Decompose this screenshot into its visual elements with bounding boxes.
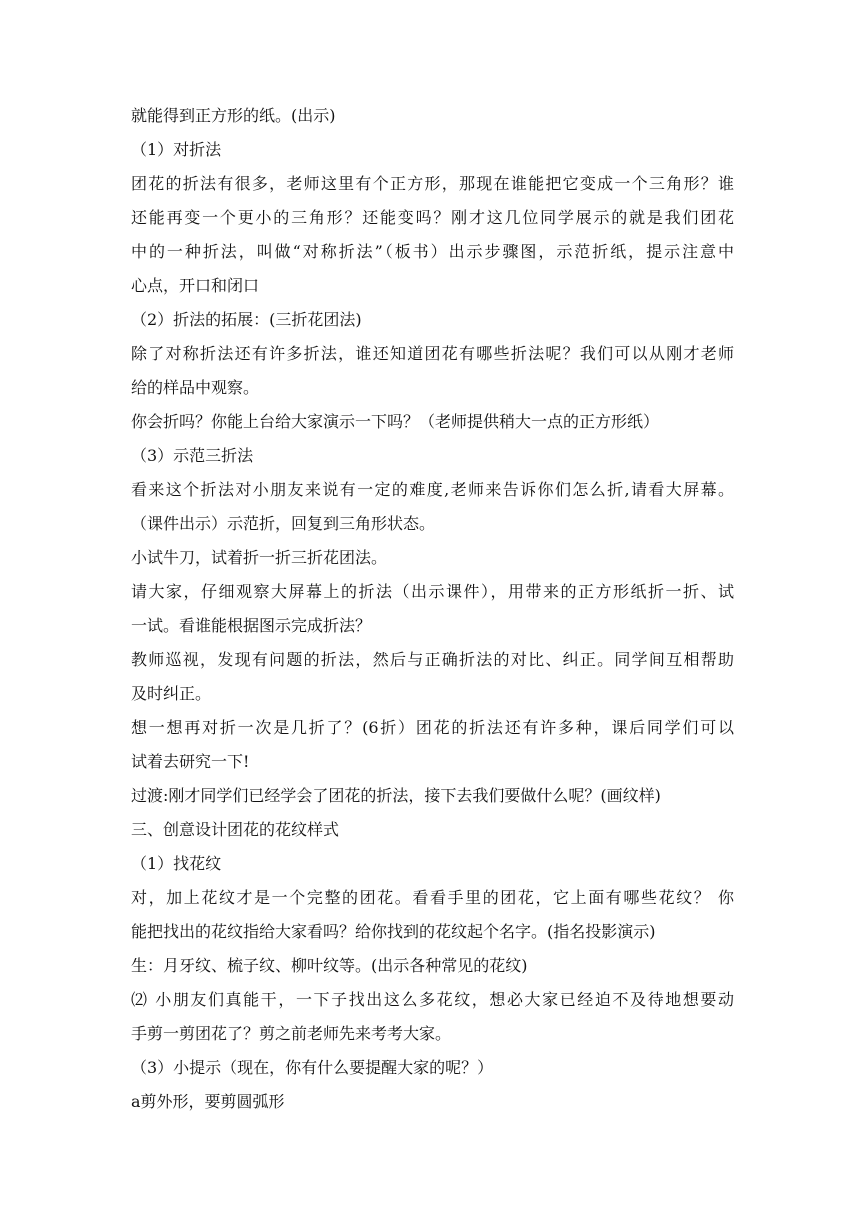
text-line: 一试。看谁能根据图示完成折法？ <box>131 616 372 635</box>
text-line: （3）小提示（现在，你有什么要提醒大家的呢？） <box>131 1058 494 1077</box>
text-line: 及时纠正。 <box>131 684 212 703</box>
text-line: 能把找出的花纹指给大家看吗？给你找到的花纹起个名字。(指名投影演示) <box>131 922 656 941</box>
text-line: ⑵ 小朋友们真能干，一下子找出这么多花纹，想必大家已经迫不及待地想要动 <box>131 990 734 1009</box>
text-line: 给的样品中观察。 <box>131 378 260 397</box>
text-line: 请大家，仔细观察大屏幕上的折法（出示课件），用带来的正方形纸折一折、试 <box>131 582 734 601</box>
text-line: （课件出示）示范折，回复到三角形状态。 <box>131 514 436 533</box>
text-line: 心点，开口和闭口 <box>131 276 260 295</box>
text-line: 看来这个折法对小朋友来说有一定的难度,老师来告诉你们怎么折,请看大屏幕。 <box>131 480 734 499</box>
text-line: 过渡:刚才同学们已经学会了团花的折法，接下去我们要做什么呢？(画纹样) <box>131 786 661 805</box>
text-line: 就能得到正方形的纸。(出示) <box>131 106 336 125</box>
text-line: 教师巡视，发现有问题的折法，然后与正确折法的对比、纠正。同学间互相帮助 <box>131 650 734 669</box>
text-line: 手剪一剪团花了？剪之前老师先来考考大家。 <box>131 1024 452 1043</box>
document-body <box>131 103 734 1123</box>
text-line: 中的一种折法，叫做“对称折法”（板书）出示步骤图，示范折纸，提示注意中 <box>131 242 734 261</box>
text-line: （3）示范三折法 <box>131 446 254 465</box>
text-line: 试着去研究一下! <box>131 752 250 771</box>
text-line: 对，加上花纹才是一个完整的团花。看看手里的团花，它上面有哪些花纹？ 你 <box>131 888 734 907</box>
text-line: 三、创意设计团花的花纹样式 <box>131 820 340 839</box>
text-line: 除了对称折法还有许多折法，谁还知道团花有哪些折法呢？我们可以从刚才老师 <box>131 344 734 363</box>
text-line: （1）找花纹 <box>131 854 222 873</box>
text-line: 还能再变一个更小的三角形？还能变吗？刚才这几位同学展示的就是我们团花 <box>131 208 734 227</box>
text-line: 生：月牙纹、梳子纹、柳叶纹等。(出示各种常见的花纹) <box>131 956 528 975</box>
text-line: a剪外形，要剪圆弧形 <box>131 1092 285 1111</box>
text-line: （1）对折法 <box>131 140 222 159</box>
text-line: 团花的折法有很多，老师这里有个正方形，那现在谁能把它变成一个三角形？谁 <box>131 174 734 193</box>
text-line: （2）折法的拓展：(三折花团法) <box>131 310 362 329</box>
text-line: 你会折吗？你能上台给大家演示一下吗？（老师提供稍大一点的正方形纸） <box>131 412 660 431</box>
text-line: 小试牛刀，试着折一折三折花团法。 <box>131 548 388 567</box>
text-line: 想一想再对折一次是几折了？(6折）团花的折法还有许多种，课后同学们可以 <box>131 718 734 737</box>
